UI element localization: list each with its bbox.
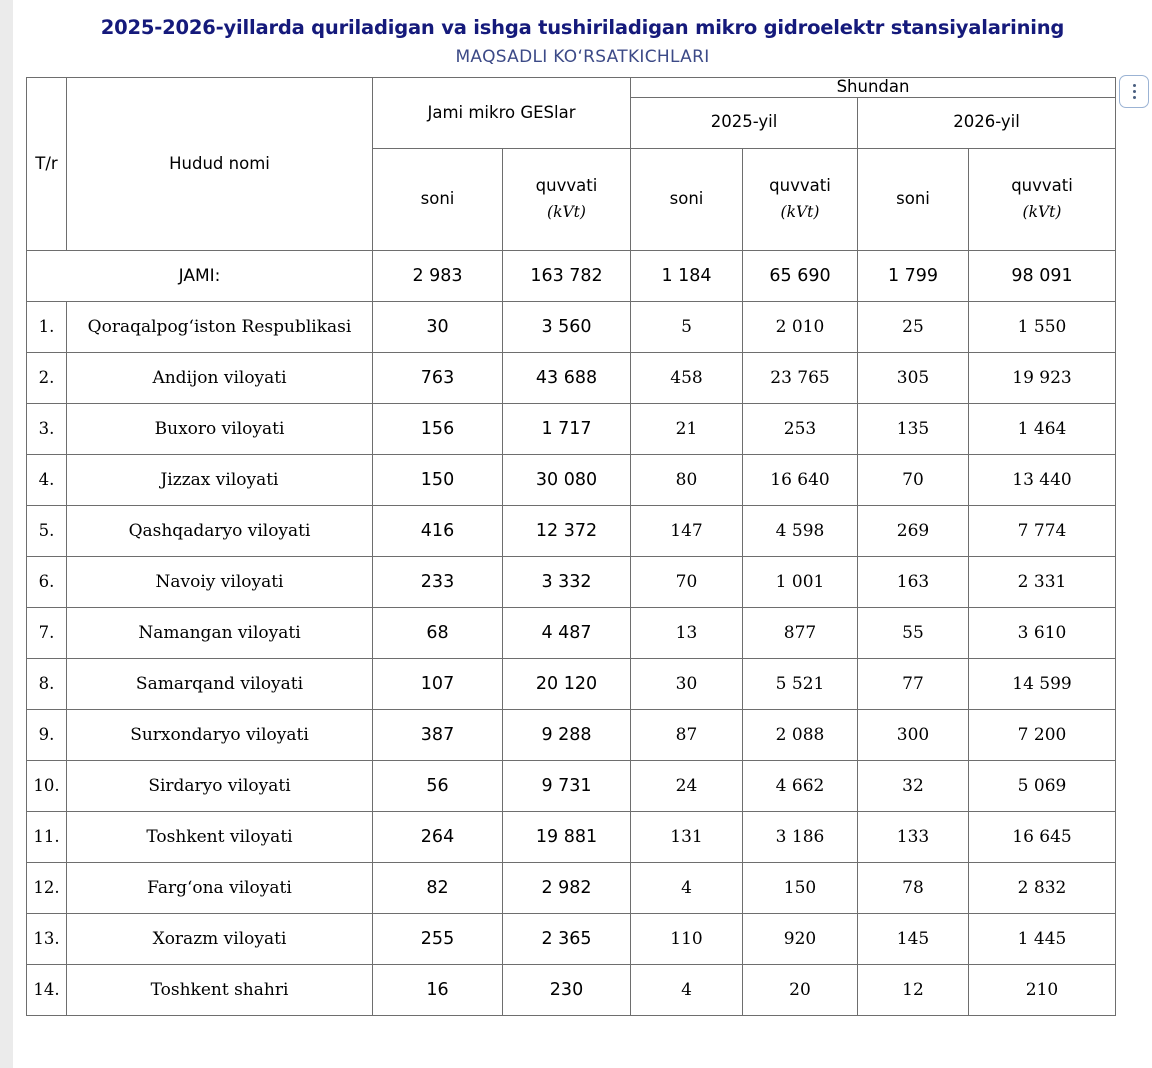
total-row-2026-power: 98 091 (969, 250, 1116, 301)
row-total-power: 4 487 (503, 607, 631, 658)
row-2025-power: 20 (743, 964, 858, 1015)
row-region: Sirdaryo viloyati (67, 760, 373, 811)
row-2025-count: 4 (631, 862, 743, 913)
total-row-2025-count: 1 184 (631, 250, 743, 301)
row-2025-power: 2 088 (743, 709, 858, 760)
row-total-power: 230 (503, 964, 631, 1015)
row-region: Xorazm viloyati (67, 913, 373, 964)
total-row-total-power: 163 782 (503, 250, 631, 301)
row-total-count: 82 (373, 862, 503, 913)
row-2025-power: 16 640 (743, 454, 858, 505)
table-header (27, 78, 1116, 251)
row-2025-count: 24 (631, 760, 743, 811)
row-total-power: 9 288 (503, 709, 631, 760)
row-total-power: 3 560 (503, 301, 631, 352)
row-2026-count: 12 (858, 964, 969, 1015)
row-region: Farg‘ona viloyati (67, 862, 373, 913)
row-index: 11. (27, 811, 67, 862)
row-2026-count: 78 (858, 862, 969, 913)
micro-hpp-targets-table (26, 77, 1116, 1016)
row-region: Namangan viloyati (67, 607, 373, 658)
row-total-power: 2 982 (503, 862, 631, 913)
title-block (13, 0, 1152, 67)
row-index: 8. (27, 658, 67, 709)
header-2026-power-unit: (kVt) (1022, 203, 1062, 222)
row-index: 14. (27, 964, 67, 1015)
header-index: T/r (27, 78, 67, 251)
row-2026-power: 2 832 (969, 862, 1116, 913)
row-2026-count: 145 (858, 913, 969, 964)
row-2025-power: 920 (743, 913, 858, 964)
table-row (27, 454, 1116, 505)
header-group-breakdown: Shundan (631, 78, 1116, 98)
table-row (27, 862, 1116, 913)
table-row (27, 301, 1116, 352)
table-row (27, 556, 1116, 607)
row-total-count: 30 (373, 301, 503, 352)
row-region: Jizzax viloyati (67, 454, 373, 505)
row-region: Qashqadaryo viloyati (67, 505, 373, 556)
row-total-power: 12 372 (503, 505, 631, 556)
row-2026-power: 2 331 (969, 556, 1116, 607)
row-total-count: 68 (373, 607, 503, 658)
table-row (27, 403, 1116, 454)
row-total-power: 3 332 (503, 556, 631, 607)
header-total-count: soni (373, 148, 503, 250)
row-2026-count: 32 (858, 760, 969, 811)
row-total-power: 1 717 (503, 403, 631, 454)
header-row-1 (27, 78, 1116, 98)
kebab-dot-1 (1133, 84, 1136, 87)
row-2026-count: 305 (858, 352, 969, 403)
row-2026-power: 210 (969, 964, 1116, 1015)
row-2025-count: 131 (631, 811, 743, 862)
row-2025-power: 4 662 (743, 760, 858, 811)
row-2026-count: 25 (858, 301, 969, 352)
row-2025-power: 3 186 (743, 811, 858, 862)
row-index: 12. (27, 862, 67, 913)
row-2026-power: 14 599 (969, 658, 1116, 709)
row-total-power: 9 731 (503, 760, 631, 811)
header-2025-power-unit: (kVt) (780, 203, 820, 222)
row-total-count: 150 (373, 454, 503, 505)
row-2026-power: 13 440 (969, 454, 1116, 505)
row-2025-count: 30 (631, 658, 743, 709)
total-row-2026-count: 1 799 (858, 250, 969, 301)
document-title: 2025-2026-yillarda quriladigan va ishga tushiriladigan mikro gidroelektr stansiyalarining (100, 16, 1065, 39)
row-region: Navoiy viloyati (67, 556, 373, 607)
row-region: Samarqand viloyati (67, 658, 373, 709)
kebab-dot-2 (1133, 90, 1136, 93)
row-region: Buxoro viloyati (67, 403, 373, 454)
row-2026-power: 7 200 (969, 709, 1116, 760)
row-total-count: 56 (373, 760, 503, 811)
table-row (27, 658, 1116, 709)
row-total-power: 20 120 (503, 658, 631, 709)
row-index: 5. (27, 505, 67, 556)
row-2025-count: 110 (631, 913, 743, 964)
row-2025-power: 4 598 (743, 505, 858, 556)
row-total-count: 387 (373, 709, 503, 760)
row-2025-count: 70 (631, 556, 743, 607)
total-row-2025-power: 65 690 (743, 250, 858, 301)
header-year-2026: 2026-yil (858, 97, 1116, 148)
table-body (27, 250, 1116, 1015)
kebab-dot-3 (1133, 96, 1136, 99)
table-row (27, 964, 1116, 1015)
header-2025-count: soni (631, 148, 743, 250)
table-row (27, 760, 1116, 811)
row-2026-count: 135 (858, 403, 969, 454)
row-2025-count: 5 (631, 301, 743, 352)
row-2026-count: 70 (858, 454, 969, 505)
row-2026-power: 16 645 (969, 811, 1116, 862)
row-2026-count: 133 (858, 811, 969, 862)
row-2026-count: 163 (858, 556, 969, 607)
row-2026-count: 77 (858, 658, 969, 709)
row-2026-count: 269 (858, 505, 969, 556)
header-2025-power (743, 148, 858, 250)
row-total-count: 416 (373, 505, 503, 556)
row-total-count: 16 (373, 964, 503, 1015)
table-row (27, 505, 1116, 556)
total-row (27, 250, 1116, 301)
left-gutter (0, 0, 13, 1068)
row-region: Qoraqalpog‘iston Respublikasi (67, 301, 373, 352)
row-2026-power: 1 445 (969, 913, 1116, 964)
row-2025-power: 5 521 (743, 658, 858, 709)
row-index: 7. (27, 607, 67, 658)
row-total-power: 43 688 (503, 352, 631, 403)
row-region: Toshkent shahri (67, 964, 373, 1015)
row-total-count: 156 (373, 403, 503, 454)
data-table-container (26, 77, 1115, 1016)
row-region: Andijon viloyati (67, 352, 373, 403)
row-2026-power: 1 550 (969, 301, 1116, 352)
row-total-count: 233 (373, 556, 503, 607)
header-year-2025: 2025-yil (631, 97, 858, 148)
header-total-power (503, 148, 631, 250)
row-2025-power: 2 010 (743, 301, 858, 352)
table-row (27, 913, 1116, 964)
row-2025-count: 458 (631, 352, 743, 403)
row-2025-power: 23 765 (743, 352, 858, 403)
row-total-count: 107 (373, 658, 503, 709)
row-index: 6. (27, 556, 67, 607)
row-index: 3. (27, 403, 67, 454)
table-row (27, 709, 1116, 760)
header-group-total: Jami mikro GESlar (373, 78, 631, 149)
row-2026-count: 55 (858, 607, 969, 658)
total-row-label: JAMI: (27, 250, 373, 301)
row-2025-count: 80 (631, 454, 743, 505)
header-total-power-unit: (kVt) (547, 203, 586, 222)
table-row (27, 352, 1116, 403)
row-total-power: 19 881 (503, 811, 631, 862)
row-2025-power: 150 (743, 862, 858, 913)
row-region: Toshkent viloyati (67, 811, 373, 862)
row-2026-power: 7 774 (969, 505, 1116, 556)
table-row (27, 607, 1116, 658)
row-index: 9. (27, 709, 67, 760)
header-2026-power (969, 148, 1116, 250)
row-2026-power: 3 610 (969, 607, 1116, 658)
header-2026-power-label: quvvati (1011, 176, 1073, 196)
row-2026-power: 19 923 (969, 352, 1116, 403)
row-2025-count: 13 (631, 607, 743, 658)
more-options-icon[interactable] (1119, 75, 1149, 108)
row-index: 2. (27, 352, 67, 403)
row-2026-power: 1 464 (969, 403, 1116, 454)
row-region: Surxondaryo viloyati (67, 709, 373, 760)
row-total-power: 2 365 (503, 913, 631, 964)
header-region: Hudud nomi (67, 78, 373, 251)
table-row (27, 811, 1116, 862)
row-total-count: 255 (373, 913, 503, 964)
row-index: 13. (27, 913, 67, 964)
total-row-total-count: 2 983 (373, 250, 503, 301)
row-index: 1. (27, 301, 67, 352)
row-2025-power: 253 (743, 403, 858, 454)
row-total-power: 30 080 (503, 454, 631, 505)
row-2025-count: 4 (631, 964, 743, 1015)
document-subtitle: MAQSADLI KO‘RSATKICHLARI (455, 47, 710, 68)
header-2026-count: soni (858, 148, 969, 250)
header-2025-power-label: quvvati (769, 176, 831, 196)
header-total-power-label: quvvati (535, 176, 598, 196)
row-2026-power: 5 069 (969, 760, 1116, 811)
row-2025-power: 1 001 (743, 556, 858, 607)
row-total-count: 264 (373, 811, 503, 862)
row-total-count: 763 (373, 352, 503, 403)
row-2025-power: 877 (743, 607, 858, 658)
row-2026-count: 300 (858, 709, 969, 760)
row-2025-count: 147 (631, 505, 743, 556)
row-2025-count: 21 (631, 403, 743, 454)
row-index: 10. (27, 760, 67, 811)
row-2025-count: 87 (631, 709, 743, 760)
row-index: 4. (27, 454, 67, 505)
